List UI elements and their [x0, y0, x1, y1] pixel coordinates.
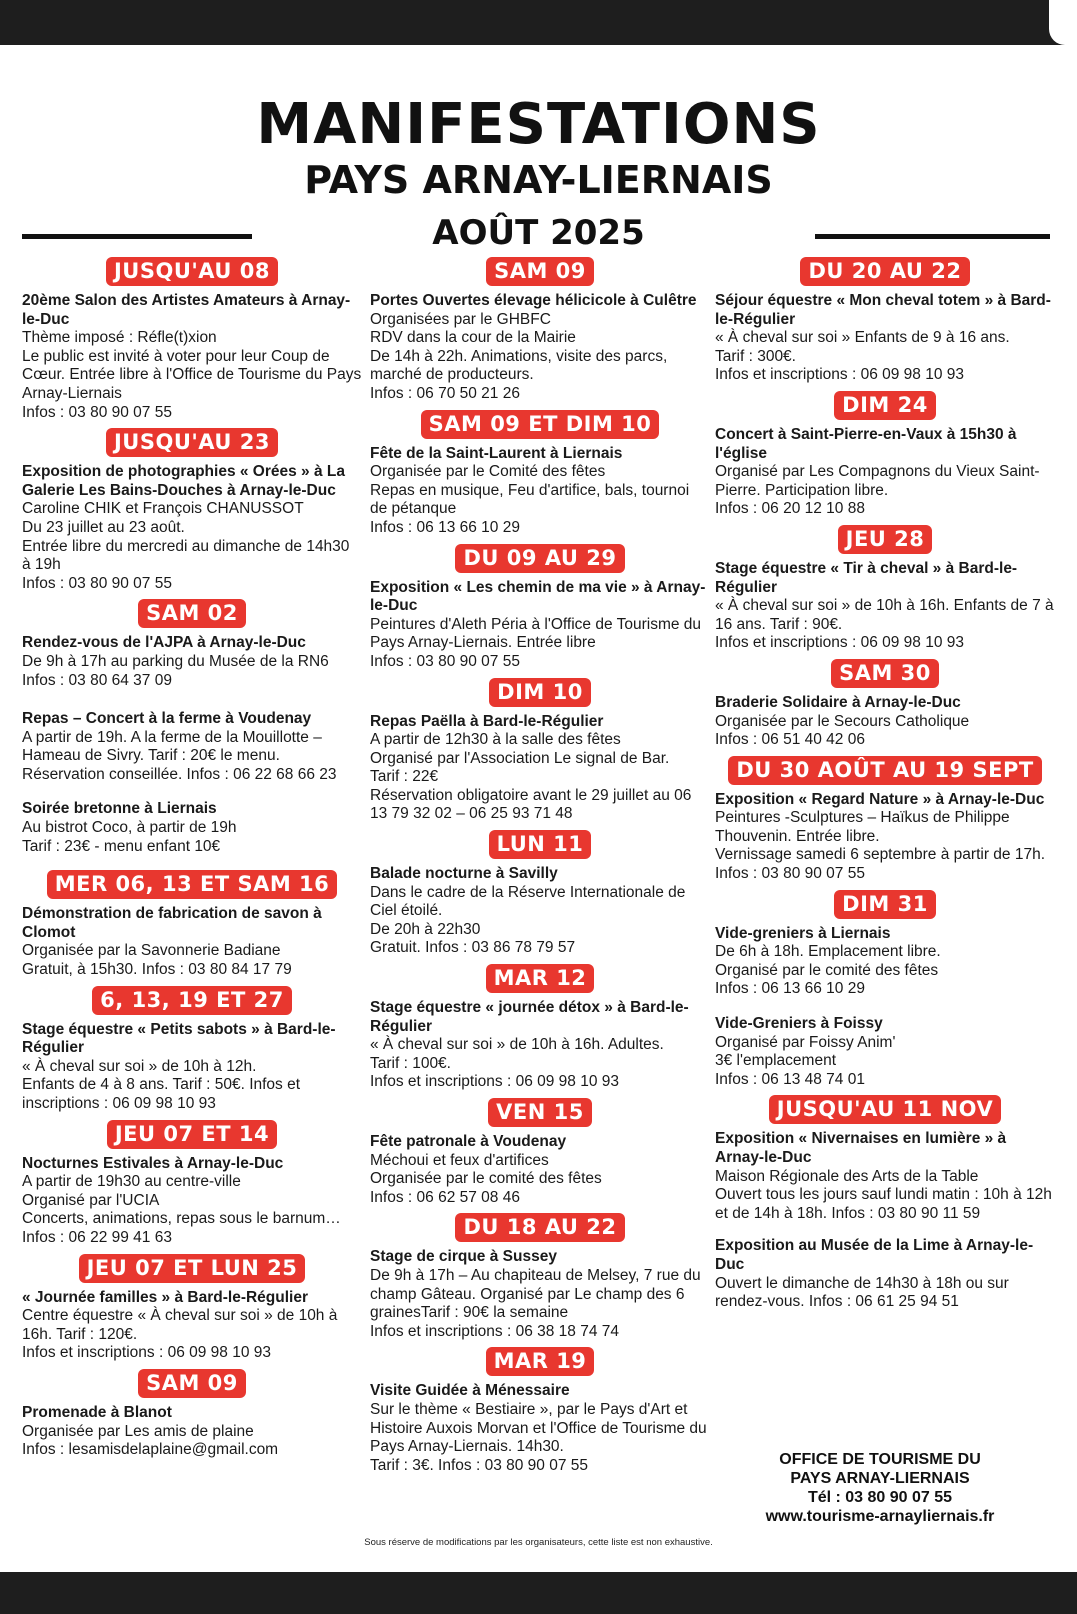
event-info: Réservation conseillée. Infos : 06 22 68 66 23 [22, 765, 337, 783]
office-line: OFFICE DE TOURISME DU [779, 1451, 981, 1468]
bottom-dark-strip [0, 1572, 1077, 1614]
date-badge: MAR 19 [486, 1347, 595, 1376]
event-title: Stage équestre « journée détox » à Bard-le-Régulier [370, 999, 689, 1035]
date-badge: LUN 11 [489, 830, 592, 859]
event-title: Démonstration de fabrication de savon à Clomot [22, 905, 322, 941]
event-info: Infos : lesamisdelaplaine@gmail.com [22, 1441, 279, 1459]
date-badge: MER 06, 13 ET SAM 16 [47, 870, 338, 899]
event-text: Organisée par le Comité des fêtes [370, 463, 606, 481]
event [22, 800, 362, 856]
event [370, 1248, 710, 1341]
event-text: Tarif : 22€ [370, 768, 439, 786]
event-title: Visite Guidée à Ménessaire [370, 1382, 570, 1400]
event-info: Infos et inscriptions : 06 09 98 10 93 [370, 1073, 620, 1091]
event [715, 1130, 1055, 1223]
event [370, 999, 710, 1092]
event-title: Exposition « Les chemin de ma vie » à Arnay-le-Duc [370, 578, 706, 615]
event [715, 925, 1055, 999]
event-text: Organisé par Les Compagnons du Vieux Saint-Pierre. Participation libre. [715, 463, 1040, 499]
event-info: Infos : 06 13 66 10 29 [715, 980, 865, 998]
event-info: Infos : 03 80 90 07 55 [22, 403, 172, 421]
event-title: Exposition au Musée de la Lime à Arnay-le-Duc [715, 1237, 1034, 1273]
event-title: Exposition « Regard Nature » à Arnay-le-Duc [715, 790, 1045, 808]
event-title: Stage équestre « Petits sabots » à Bard-le-Régulier [22, 1020, 336, 1057]
event-text: Peintures d'Aleth Péria à l'Office de Tourisme du Pays Arnay-Liernais. Entrée libre [370, 615, 702, 652]
event [370, 713, 710, 825]
right-rule [815, 234, 1050, 239]
event-text: Caroline CHIK et François CHANUSSOT [22, 500, 304, 518]
office-phone: Tél : 03 80 90 07 55 [807, 1489, 953, 1506]
event-info: Infos : 03 80 64 37 09 [22, 671, 172, 689]
event-text: Du 23 juillet au 23 août. [22, 518, 185, 536]
event-title: Fête patronale à Voudenay [370, 1133, 567, 1150]
event-text: « À cheval sur soi » de 10h à 16h. Enfants de 7 à 16 ans. Tarif : 90€. [715, 597, 1054, 633]
event-text: De 14h à 22h. Animations, visite des parcs, marché de producteurs. [370, 347, 668, 384]
event-title: Vide-Greniers à Foissy [715, 1015, 883, 1033]
event-text: A partir de 12h30 à la salle des fêtes [370, 731, 621, 749]
date-badge: DU 20 AU 22 [800, 257, 969, 286]
event-info: Infos et inscriptions : 06 09 98 10 93 [715, 366, 965, 384]
event-title: Repas Paëlla à Bard-le-Régulier [370, 712, 604, 730]
date-badge: DU 18 AU 22 [455, 1213, 624, 1242]
event-title: Concert à Saint-Pierre-en-Vaux à 15h30 à l'église [715, 425, 1017, 462]
event-text: Maison Régionale des Arts de la Table [715, 1167, 979, 1185]
event-text: A partir de 19h30 au centre-ville [22, 1173, 241, 1191]
event [22, 710, 362, 784]
date-badge: SAM 09 [486, 257, 594, 286]
event-info: Infos et inscriptions : 06 09 98 10 93 [22, 1344, 272, 1362]
corner-decoration [1049, 0, 1077, 45]
office-website: www.tourisme-arnayliernais.fr [765, 1508, 995, 1525]
event-text: De 6h à 18h. Emplacement libre. [715, 943, 941, 961]
event [370, 292, 710, 404]
event-title: Braderie Solidaire à Arnay-le-Duc [715, 693, 961, 711]
event-info: Vernissage samedi 6 septembre à partir de 17h. Infos : 03 80 90 07 55 [715, 846, 1045, 883]
event-title: Portes Ouvertes élevage hélicicole à Culêtre [370, 292, 697, 309]
event-text: Le public est invité à voter pour leur Coup de Cœur. Entrée libre à l'Office de Tourisme du Pays Arnay-Liernais [22, 347, 362, 402]
date-badge: DIM 10 [489, 678, 591, 707]
event [715, 292, 1055, 385]
event-text: Centre équestre « À cheval sur soi » de 10h à 16h. Tarif : 120€. [22, 1307, 338, 1343]
event-text: A partir de 19h. A la ferme de la Mouillotte – Hameau de Sivry. Tarif : 20€ le menu. [22, 728, 322, 765]
event [22, 634, 362, 690]
event [22, 1021, 362, 1114]
date-badge: VEN 15 [488, 1098, 592, 1127]
event-title: Stage équestre « Tir à cheval » à Bard-le-Régulier [715, 559, 1018, 596]
event-text: Dans le cadre de la Réserve Internationale de Ciel étoilé. [370, 883, 686, 920]
event-info: Tarif : 23€ - menu enfant 10€ [22, 837, 221, 855]
event-title: Stage de cirque à Sussey [370, 1248, 557, 1266]
event [370, 865, 710, 958]
date-badge: JUSQU'AU 11 NOV [769, 1095, 1001, 1124]
event-text: RDV dans la cour de la Mairie [370, 329, 576, 347]
date-badge: DU 09 AU 29 [455, 544, 624, 573]
date-badge: JEU 07 ET 14 [107, 1120, 277, 1149]
poster-page [0, 45, 1077, 1572]
event-text: Organisée par le Secours Catholique [715, 712, 970, 730]
date-badge: SAM 02 [138, 599, 246, 628]
date-badge: JUSQU'AU 08 [106, 257, 278, 286]
column-middle [370, 257, 710, 1481]
event-title: Rendez-vous de l'AJPA à Arnay-le-Duc [22, 634, 306, 652]
event-info: Infos : 06 70 50 21 26 [370, 384, 520, 402]
event-text: Peintures -Sculptures – Haïkus de Philippe Thouvenin. Entrée libre. [715, 809, 1010, 845]
page-subtitle: PAYS ARNAY-LIERNAIS [304, 158, 773, 202]
event-text: De 9h à 17h – Au chapiteau de Melsey, 7 rue du champ Gâteau. Organisé par Le champ des 6 grainesTarif : 90€ la semaine [370, 1266, 701, 1322]
event-text: Organisée par le comité des fêtes [370, 1170, 602, 1188]
event-title: Soirée bretonne à Liernais [22, 800, 217, 818]
event-title: Exposition « Nivernaises en lumière » à Arnay-le-Duc [715, 1130, 1007, 1166]
page-title: MANIFESTATIONS [256, 92, 821, 157]
date-badge: JEU 07 ET LUN 25 [79, 1254, 306, 1283]
event [370, 579, 710, 672]
event-text: Sur le thème « Bestiaire », par le Pays d'Art et Histoire Auxois Morvan et l'Office de Tourisme du Pays Arnay-Liernais. 14h30. [370, 1400, 707, 1456]
event-info: Infos : 06 51 40 42 06 [715, 731, 865, 749]
event-text: Méchoui et feux d'artifices [370, 1151, 549, 1169]
event-info: Ouvert tous les jours sauf lundi matin : 10h à 12h et de 14h à 18h. Infos : 03 80 90 11 59 [715, 1186, 1052, 1222]
event-text: « À cheval sur soi » de 10h à 16h. Adultes. [370, 1036, 664, 1054]
column-right [715, 257, 1055, 1318]
event-text: Organisée par la Savonnerie Badiane [22, 942, 281, 960]
event [22, 292, 362, 422]
event-title: Vide-greniers à Liernais [715, 924, 891, 942]
event-text: Au bistrot Coco, à partir de 19h [22, 819, 237, 837]
event-text: Thème imposé : Réfle(t)xion [22, 329, 217, 347]
date-badge: SAM 09 ET DIM 10 [421, 410, 660, 439]
event [715, 791, 1055, 884]
event-info: Gratuit. Infos : 03 86 78 79 57 [370, 939, 576, 957]
event [370, 1382, 710, 1475]
date-badge: DU 30 AOÛT AU 19 SEPT [728, 756, 1041, 785]
event-text: Organisé par l'UCIA [22, 1191, 160, 1209]
event-text: Entrée libre du mercredi au dimanche de 14h30 à 19h [22, 537, 350, 574]
event [22, 463, 362, 593]
event-info: Infos : 06 62 57 08 46 [370, 1188, 520, 1206]
event-info: Gratuit, à 15h30. Infos : 03 80 84 17 79 [22, 961, 292, 979]
event [715, 694, 1055, 750]
event-info: Infos : 03 80 90 07 55 [370, 652, 520, 670]
event-title: Exposition de photographies « Orées » à La Galerie Les Bains-Douches à Arnay-le-Duc [22, 463, 345, 499]
disclaimer-footnote: Sous réserve de modifications par les organisateurs, cette liste est non exhaustive. [364, 1537, 713, 1548]
event-text: Organisées par le GHBFC [370, 310, 551, 328]
event-title: Promenade à Blanot [22, 1403, 172, 1421]
event [370, 445, 710, 538]
date-badge: 6, 13, 19 ET 27 [92, 986, 292, 1015]
event [715, 426, 1055, 519]
event-info: Ouvert le dimanche de 14h30 à 18h ou sur rendez-vous. Infos : 06 61 25 94 51 [715, 1274, 1009, 1311]
date-badge: JUSQU'AU 23 [106, 428, 278, 457]
event-title: Fête de la Saint-Laurent à Liernais [370, 444, 623, 462]
event [715, 1015, 1055, 1089]
event [22, 1289, 362, 1363]
event-text: De 20h à 22h30 [370, 920, 481, 938]
event [715, 1237, 1055, 1311]
event-text: Organisé par l'Association Le signal de Bar. [370, 749, 670, 767]
event-text: 3€ l'emplacement [715, 1052, 836, 1070]
event-text: Organisée par Les amis de plaine [22, 1422, 254, 1440]
event-text: Tarif : 300€. [715, 347, 796, 365]
event-info: Infos et inscriptions : 06 09 98 10 93 [715, 634, 965, 652]
event-text: « À cheval sur soi » de 10h à 12h. [22, 1057, 257, 1075]
event [370, 1133, 710, 1207]
event-info: Infos : 06 20 12 10 88 [715, 500, 865, 518]
month-title: AOÛT 2025 [432, 213, 645, 253]
tourism-office-contact [730, 1450, 1030, 1526]
event [22, 1155, 362, 1248]
event-text: Organisé par Foissy Anim' [715, 1033, 896, 1051]
event-title: Repas – Concert à la ferme à Voudenay [22, 710, 312, 728]
column-left [22, 257, 362, 1466]
event-title: Balade nocturne à Savilly [370, 865, 558, 883]
date-badge: DIM 31 [834, 890, 936, 919]
event [22, 905, 362, 979]
event-title: Nocturnes Estivales à Arnay-le-Duc [22, 1154, 284, 1172]
date-badge: MAR 12 [486, 964, 595, 993]
event-text: Repas en musique, Feu d'artifice, bals, tournoi de pétanque [370, 481, 690, 518]
date-badge: SAM 09 [138, 1369, 246, 1398]
event-text: Organisé par le comité des fêtes [715, 961, 939, 979]
event-text: Tarif : 100€. [370, 1054, 451, 1072]
event-info: Concerts, animations, repas sous le barnum… Infos : 06 22 99 41 63 [22, 1210, 341, 1246]
event-info: Infos : 06 13 66 10 29 [370, 518, 520, 536]
top-dark-strip [0, 0, 1077, 45]
event-title: Séjour équestre « Mon cheval totem » à Bard-le-Régulier [715, 292, 1051, 328]
event-text: De 9h à 17h au parking du Musée de la RN6 [22, 652, 329, 670]
event-info: Infos : 06 13 48 74 01 [715, 1070, 865, 1088]
event-info: Réservation obligatoire avant le 29 juillet au 06 13 79 32 02 – 06 25 93 71 48 [370, 786, 692, 823]
office-line: PAYS ARNAY-LIERNAIS [790, 1470, 970, 1487]
event-info: Tarif : 3€. Infos : 03 80 90 07 55 [370, 1456, 589, 1474]
event-title: « Journée familles » à Bard-le-Régulier [22, 1288, 308, 1306]
date-badge: SAM 30 [831, 659, 939, 688]
date-badge: DIM 24 [834, 391, 936, 420]
event [715, 560, 1055, 653]
event-info: Infos et inscriptions : 06 38 18 74 74 [370, 1322, 620, 1340]
event-info: Enfants de 4 à 8 ans. Tarif : 50€. Infos et inscriptions : 06 09 98 10 93 [22, 1076, 301, 1112]
event-info: Infos : 03 80 90 07 55 [22, 574, 172, 592]
event-title: 20ème Salon des Artistes Amateurs à Arnay-le-Duc [22, 292, 351, 328]
event [22, 1404, 362, 1460]
event-text: « À cheval sur soi » Enfants de 9 à 16 ans. [715, 329, 1010, 347]
date-badge: JEU 28 [838, 525, 933, 554]
